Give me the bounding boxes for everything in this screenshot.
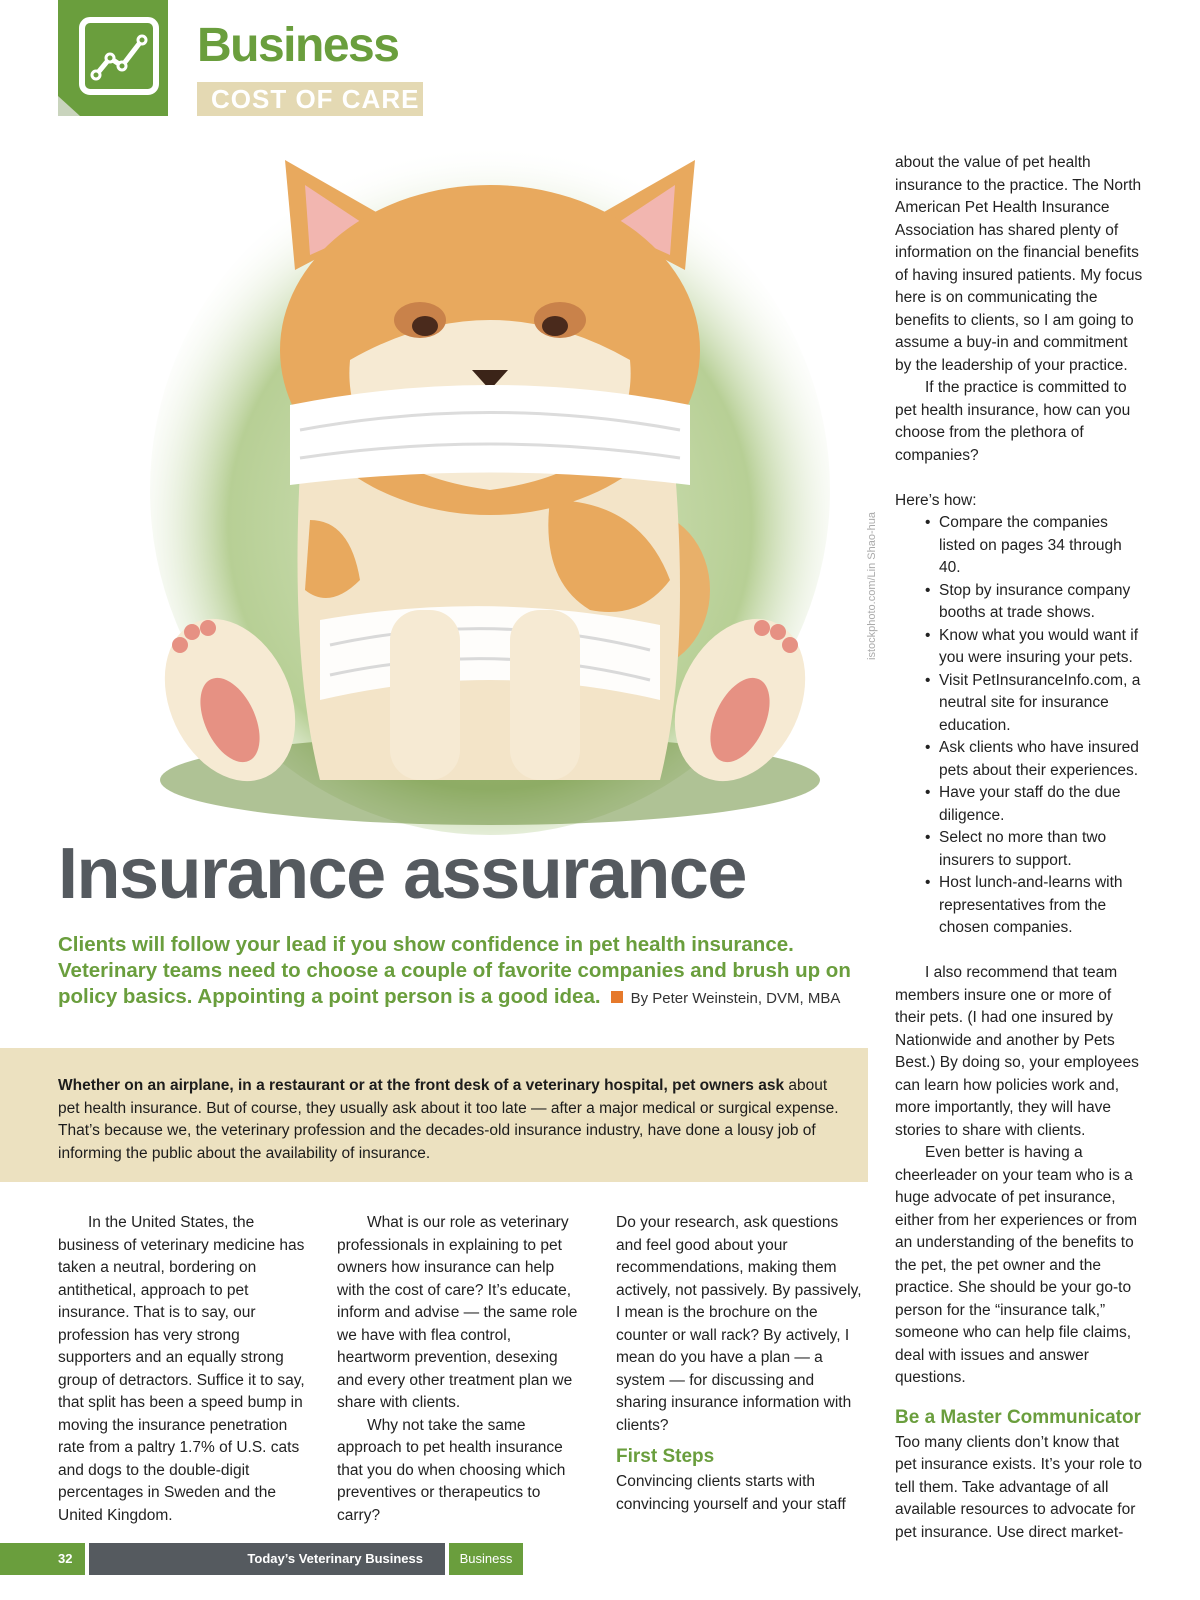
- bandaged-dog-illustration: [120, 140, 865, 840]
- paragraph: Convincing clients starts with convincing yourself and your staff: [616, 1473, 846, 1513]
- list-item: • Have your staff do the due diligence.: [925, 782, 1143, 827]
- article-headline: Insurance assurance: [58, 834, 746, 914]
- list-item: • Host lunch-and-learns with representatives from the chosen companies.: [925, 872, 1143, 940]
- paragraph: What is our role as veterinary professionals in explaining to pet owners how insurance can help with the cost of care? It’s educate, inform and advise — the same role we have with flea control, heartworm prevention, desexing and every other treatment plan we share with clients.: [337, 1214, 578, 1411]
- trend-chart-icon: [58, 0, 168, 116]
- paragraph: In the United States, the business of veterinary medicine has taken a neutral, bordering on antithetical, approach to pet insurance. That is to say, our profession has very strong supporters and an equally strong group of detractors. Suffice it to say, that split has been a speed bump in moving the insurance penetration rate from a paltry 1.7% of U.S. cats and dogs to the double-digit percentages in Sweden and the United Kingdom.: [58, 1214, 305, 1524]
- body-column-3: [616, 1212, 864, 1516]
- paragraph: about the value of pet health insurance to the practice. The North American Pet Health Insurance Association has shared plenty of information on the financial benefits of having insured patients. My focus here is on communicating the benefits to clients, so I am going to assume a buy-in and commitment by the leadership of your practice.: [895, 154, 1143, 374]
- paragraph: If the practice is committed to pet health insurance, how can you choose from the plethora of companies?: [895, 379, 1131, 464]
- footer-section: Business: [449, 1543, 523, 1575]
- deck-text: Clients will follow your lead if you show confidence in pet health insurance. Veterinary teams need to choose a couple of favorite companies and brush up on policy basics. Appointing a point person is a good idea.: [58, 933, 851, 1008]
- lead-paragraph: [58, 1075, 848, 1165]
- magazine-title: Today’s Veterinary Business: [89, 1543, 445, 1575]
- byline-square-icon: [611, 991, 623, 1003]
- list-item: • Visit PetInsuranceInfo.com, a neutral site for insurance education.: [925, 670, 1143, 738]
- article-deck: [58, 932, 878, 1012]
- lead-rest: about pet health insurance. But of course, they usually ask about it too late — after a major medical or surgical expense. That’s because we, the veterinary profession and the decades-old insurance industry, have done a lousy job of informing the public about the availability of insurance.: [58, 1077, 839, 1162]
- byline: By Peter Weinstein, DVM, MBA: [630, 990, 841, 1007]
- paragraph: Why not take the same approach to pet health insurance that you do when choosing which preventives or therapeutics to carry?: [337, 1416, 566, 1524]
- paragraph: Even better is having a cheerleader on your team who is a huge advocate of pet insurance, either from her experiences or from an understanding of the benefits to the pet, the pet owner and the practice. She should be your go-to person for the “insurance talk,” someone who can help file claims, deal with issues and answer questions.: [895, 1144, 1138, 1386]
- section-logo: [58, 0, 168, 116]
- body-column-4: [895, 152, 1143, 1544]
- subheading-master-communicator: Be a Master Communicator: [895, 1406, 1142, 1428]
- paragraph: Do your research, ask questions and feel good about your recommendations, making them actively, not passively. By passively, I mean is the brochure on the counter or wall rack? By actively, I mean do you have a plan — a system — for discussing and sharing insurance information with clients?: [616, 1214, 862, 1434]
- list-item: • Compare the companies listed on pages 34 through 40.: [925, 512, 1143, 580]
- photo-credit: istockphoto.com/Lin Shao-hua: [866, 512, 878, 660]
- list-item: • Select no more than two insurers to support.: [925, 827, 1143, 872]
- body-column-2: [337, 1212, 585, 1527]
- list-item: • Know what you would want if you were insuring your pets.: [925, 625, 1143, 670]
- body-column-1: [58, 1212, 306, 1527]
- page-number: 32: [0, 1543, 85, 1575]
- list-intro: Here’s how:: [895, 491, 977, 509]
- subheading-first-steps: First Steps: [616, 1446, 715, 1467]
- paragraph: I also recommend that team members insure one or more of their pets. (I had one insured by Nationwide and another by Pets Best.) By doing so, your employees can learn how policies work and, more importantly, they will have stories to share with clients.: [895, 964, 1139, 1139]
- list-item: • Ask clients who have insured pets about their experiences.: [925, 737, 1143, 782]
- list-item: • Stop by insurance company booths at trade shows.: [925, 580, 1143, 625]
- section-subtitle: COST OF CARE: [197, 82, 423, 116]
- section-title: Business: [197, 19, 399, 72]
- paragraph: Too many clients don’t know that pet insurance exists. It’s your role to tell them. Take advantage of all available resources to advocate for pet insurance. Use direct market-: [895, 1433, 1142, 1541]
- tips-list: [895, 512, 1143, 940]
- lead-bold: Whether on an airplane, in a restaurant or at the front desk of a veterinary hospital, pet owners ask: [58, 1077, 785, 1094]
